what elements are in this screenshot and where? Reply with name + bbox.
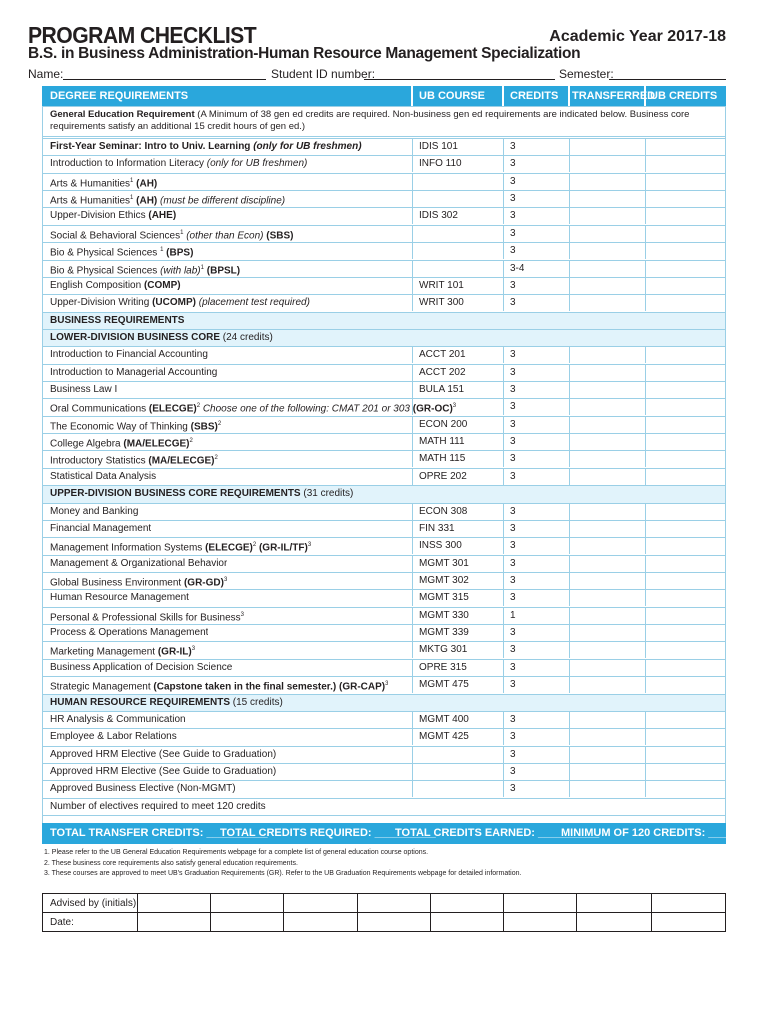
ub-course-code: ECON 200 bbox=[419, 418, 468, 430]
ub-course-code: MGMT 475 bbox=[419, 679, 469, 691]
name-label: Name: bbox=[28, 67, 64, 81]
requirement-text: Introduction to Information Literacy bbox=[50, 158, 207, 170]
requirement-name bbox=[50, 381, 117, 398]
ub-credits-cell[interactable] bbox=[647, 607, 724, 624]
requirement-name bbox=[50, 364, 217, 381]
ub-course-code: IDIS 101 bbox=[419, 141, 458, 152]
requirement-text: (AHE) bbox=[148, 210, 177, 222]
credit-value: 3 bbox=[510, 436, 516, 448]
ub-course-code: MGMT 302 bbox=[419, 575, 469, 586]
requirement-text: Choose one of the following: CMAT 201 or 303 bbox=[202, 403, 410, 415]
requirement-text: Bio & Physical Sciences bbox=[50, 247, 161, 259]
transferred-cell[interactable] bbox=[571, 624, 643, 641]
requirement-text: (only for UB freshmen) bbox=[206, 158, 308, 170]
requirement-text: Human Resource Management bbox=[50, 592, 189, 604]
transferred-cell[interactable] bbox=[571, 155, 643, 172]
requirement-text: (31 credits) bbox=[300, 488, 354, 500]
ub-credits-cell[interactable] bbox=[647, 537, 724, 554]
requirement-text: Approved HRM Elective (See Guide to Graduation) bbox=[50, 765, 277, 777]
footnotes bbox=[44, 848, 521, 880]
credit-value: 3 bbox=[510, 470, 516, 482]
requirement-name bbox=[50, 728, 177, 745]
transferred-cell[interactable] bbox=[571, 503, 643, 520]
page-title: PROGRAM CHECKLIST bbox=[28, 22, 257, 48]
footnote-2: 2. These business core requirements also satisfy general education requirements. bbox=[44, 859, 298, 867]
requirement-text: (GR-IL) bbox=[157, 646, 192, 658]
transferred-cell[interactable] bbox=[571, 346, 643, 363]
requirement-name bbox=[50, 711, 186, 728]
ub-course-code: MKTG 301 bbox=[419, 644, 468, 656]
transferred-cell[interactable] bbox=[571, 711, 643, 728]
requirement-text: (AH) bbox=[133, 178, 158, 190]
requirement-text: (24 credits) bbox=[220, 331, 273, 343]
requirement-text: (placement test required) bbox=[198, 297, 310, 309]
ub-course-code: MGMT 339 bbox=[419, 627, 469, 639]
advised-initial-cell[interactable] bbox=[138, 894, 209, 911]
gen-ed-text: (A Minimum of 38 gen ed credits are required. Non-business gen ed requirements are indicated below. Business core requirements satisfy an additional 15 credit hours of gen ed.) bbox=[50, 109, 690, 132]
transferred-cell[interactable] bbox=[571, 641, 643, 658]
ub-course-code: MGMT 301 bbox=[419, 557, 469, 569]
transferred-cell[interactable] bbox=[571, 450, 643, 467]
requirement-name bbox=[50, 173, 157, 190]
requirement-text: College Algebra bbox=[50, 438, 124, 450]
ub-course-code: MGMT 330 bbox=[419, 609, 469, 621]
total-credits-earned: TOTAL CREDITS EARNED: __________ bbox=[395, 827, 600, 839]
requirement-name bbox=[50, 277, 181, 294]
ub-credits-cell[interactable] bbox=[647, 381, 724, 398]
transferred-cell[interactable] bbox=[571, 763, 643, 780]
requirement-name bbox=[50, 294, 310, 311]
requirement-text: 3 bbox=[191, 646, 196, 653]
header-degree-requirements: DEGREE REQUIREMENTS bbox=[50, 90, 189, 102]
requirement-name bbox=[50, 346, 208, 363]
requirement-text: Oral Communications bbox=[50, 403, 149, 415]
transferred-cell[interactable] bbox=[571, 659, 643, 676]
ub-course-code: INSS 300 bbox=[419, 540, 462, 552]
requirement-text: The Economic Way of Thinking bbox=[50, 421, 191, 433]
requirement-text: (COMP) bbox=[143, 279, 181, 291]
requirement-text: (with lab) bbox=[160, 264, 201, 276]
ub-credits-cell[interactable] bbox=[647, 155, 724, 172]
credit-value: 3-4 bbox=[510, 262, 525, 274]
ub-course-code: MGMT 425 bbox=[419, 731, 469, 743]
requirement-text: 3 bbox=[307, 542, 312, 549]
requirement-text: (GR-CAP) bbox=[336, 681, 386, 693]
requirement-name bbox=[50, 589, 189, 606]
total-transfer-credits: TOTAL TRANSFER CREDITS: __________ bbox=[50, 827, 268, 839]
credit-value: 3 bbox=[510, 575, 516, 586]
ub-credits-cell[interactable] bbox=[647, 207, 724, 224]
requirement-text: 2 bbox=[252, 542, 257, 549]
requirement-text: 2 bbox=[189, 438, 193, 445]
requirement-text: First-Year Seminar: Intro to Univ. Learning bbox=[50, 141, 254, 152]
transferred-cell[interactable] bbox=[571, 364, 643, 381]
transferred-cell[interactable] bbox=[571, 381, 643, 398]
advised-initial-cell[interactable] bbox=[504, 894, 575, 911]
requirement-text: Personal & Professional Skills for Business bbox=[50, 612, 241, 624]
advised-initial-cell[interactable] bbox=[358, 894, 429, 911]
requirement-text: Employee & Labor Relations bbox=[50, 731, 177, 743]
requirement-text: Arts & Humanities bbox=[50, 195, 131, 207]
requirement-text: Statistical Data Analysis bbox=[50, 470, 157, 482]
advised-date-cell[interactable] bbox=[652, 913, 725, 930]
credit-value: 3 bbox=[510, 661, 516, 673]
requirement-text: Introductory Statistics bbox=[50, 455, 149, 467]
requirement-text: HUMAN RESOURCE REQUIREMENTS bbox=[50, 696, 231, 708]
credit-value: 3 bbox=[510, 453, 516, 465]
requirement-text: Social & Behavioral Sciences bbox=[50, 230, 181, 242]
advised-date-cell[interactable] bbox=[504, 913, 575, 930]
advised-initial-cell[interactable] bbox=[211, 894, 282, 911]
date-label: Date: bbox=[50, 917, 74, 928]
requirement-text: 3 bbox=[385, 681, 389, 688]
ub-credits-cell[interactable] bbox=[647, 624, 724, 641]
requirement-text: LOWER-DIVISION BUSINESS CORE bbox=[50, 331, 221, 343]
transferred-cell[interactable] bbox=[571, 173, 643, 190]
transferred-cell[interactable] bbox=[571, 780, 643, 797]
ub-credits-cell[interactable] bbox=[647, 416, 724, 433]
ub-course-code: ACCT 201 bbox=[419, 349, 466, 361]
ub-course-code: IDIS 302 bbox=[419, 210, 458, 222]
advised-by-label: Advised by (initials): bbox=[50, 898, 139, 909]
requirement-text: 3 bbox=[223, 577, 228, 583]
credit-value: 3 bbox=[510, 141, 516, 152]
credit-value: 3 bbox=[510, 401, 516, 413]
requirement-text: Management & Organizational Behavior bbox=[50, 557, 228, 569]
total-credits-required: TOTAL CREDITS REQUIRED: __________ bbox=[220, 827, 436, 839]
ub-credits-cell[interactable] bbox=[647, 728, 724, 745]
ub-credits-cell[interactable] bbox=[647, 780, 724, 797]
requirement-text: (SBS) bbox=[190, 421, 218, 433]
header-credits: CREDITS bbox=[510, 90, 559, 102]
credit-value: 3 bbox=[510, 765, 516, 777]
ub-credits-cell[interactable] bbox=[647, 589, 724, 606]
requirement-name bbox=[50, 537, 311, 554]
requirements-table bbox=[42, 86, 770, 844]
ub-credits-cell[interactable] bbox=[647, 763, 724, 780]
requirement-name bbox=[50, 607, 244, 624]
requirement-text: Bio & Physical Sciences bbox=[50, 264, 161, 276]
transferred-cell[interactable] bbox=[571, 537, 643, 554]
ub-credits-cell[interactable] bbox=[647, 450, 724, 467]
ub-credits-cell[interactable] bbox=[647, 260, 724, 277]
advised-date-cell[interactable] bbox=[358, 913, 429, 930]
credit-value: 3 bbox=[510, 748, 516, 760]
requirement-name bbox=[50, 433, 193, 450]
section-heading bbox=[50, 694, 283, 711]
requirement-text: 3 bbox=[240, 611, 244, 618]
requirement-text: Approved Business Elective (Non-MGMT) bbox=[50, 783, 236, 795]
advised-initial-cell[interactable] bbox=[284, 894, 356, 911]
ub-course-code: FIN 331 bbox=[419, 522, 455, 534]
requirement-text: Number of electives required to meet 120 credits bbox=[50, 800, 266, 812]
credit-value: 3 bbox=[510, 193, 516, 205]
advised-date-cell[interactable] bbox=[431, 913, 502, 930]
requirement-name bbox=[50, 155, 307, 172]
transferred-cell[interactable] bbox=[571, 207, 643, 224]
ub-credits-cell[interactable] bbox=[647, 520, 724, 537]
requirement-text: (GR-IL/TF) bbox=[256, 542, 308, 554]
requirement-name bbox=[50, 555, 227, 572]
requirement-name bbox=[50, 416, 221, 433]
transferred-cell[interactable] bbox=[571, 416, 643, 433]
requirement-text: (MA/ELECGE) bbox=[148, 455, 215, 467]
requirement-text: UPPER-DIVISION BUSINESS CORE REQUIREMENTS bbox=[50, 488, 301, 500]
requirement-name bbox=[50, 572, 227, 589]
credit-value: 3 bbox=[510, 627, 516, 639]
transferred-cell[interactable] bbox=[571, 277, 643, 294]
requirement-name bbox=[50, 398, 456, 415]
header-ub-credits: UB CREDITS bbox=[650, 90, 718, 102]
transferred-cell[interactable] bbox=[571, 398, 643, 415]
requirement-name bbox=[50, 242, 193, 259]
credit-value: 3 bbox=[510, 679, 516, 691]
requirement-text: (only for UB freshmen) bbox=[253, 141, 362, 152]
ub-credits-cell[interactable] bbox=[647, 676, 724, 693]
requirement-text: 1 bbox=[130, 195, 134, 202]
requirement-text: 1 bbox=[160, 247, 164, 254]
credit-value: 3 bbox=[510, 384, 516, 396]
ub-course-code: OPRE 315 bbox=[419, 661, 467, 673]
transferred-cell[interactable] bbox=[571, 138, 643, 155]
credit-value: 3 bbox=[510, 644, 516, 656]
ub-course-code: MGMT 400 bbox=[419, 713, 469, 725]
requirement-name bbox=[50, 798, 266, 815]
footnote-1: 1. Please refer to the UB General Education Requirements webpage for a complete list of general education course options. bbox=[44, 849, 429, 856]
requirement-text: BUSINESS REQUIREMENTS bbox=[50, 314, 185, 326]
header-transferred: TRANSFERRED bbox=[572, 90, 656, 102]
requirement-text: (must be different discipline) bbox=[160, 195, 286, 207]
semester-field[interactable] bbox=[609, 67, 726, 80]
requirement-text: 2 bbox=[196, 403, 201, 410]
requirement-text: 1 bbox=[180, 229, 184, 236]
requirement-text: 1 bbox=[130, 177, 134, 184]
ub-course-code: MATH 115 bbox=[419, 453, 466, 465]
requirement-name bbox=[50, 225, 293, 242]
ub-credits-cell[interactable] bbox=[647, 294, 724, 311]
advised-date-cell[interactable] bbox=[211, 913, 282, 930]
ub-course-code: WRIT 101 bbox=[419, 279, 464, 291]
credit-value: 3 bbox=[510, 783, 516, 795]
ub-credits-cell[interactable] bbox=[647, 242, 724, 259]
minimum-120-credits: MINIMUM OF 120 CREDITS: __________ bbox=[561, 827, 770, 839]
requirement-text: 2 bbox=[217, 420, 222, 427]
gen-ed-label: General Education Requirement bbox=[50, 109, 195, 120]
credit-value: 3 bbox=[510, 418, 516, 430]
student-info-line bbox=[28, 67, 726, 83]
requirement-name bbox=[50, 190, 285, 207]
section-heading bbox=[50, 312, 184, 329]
ub-credits-cell[interactable] bbox=[647, 346, 724, 363]
requirement-text: Money and Banking bbox=[50, 505, 139, 517]
requirement-name bbox=[50, 746, 276, 763]
requirement-text: (ELECGE) bbox=[148, 403, 197, 415]
transferred-cell[interactable] bbox=[571, 468, 643, 485]
section-heading bbox=[50, 329, 273, 346]
requirement-text: 1 bbox=[200, 264, 204, 271]
credit-value: 3 bbox=[510, 592, 516, 604]
ub-credits-cell[interactable] bbox=[647, 572, 724, 589]
requirement-text: (ELECGE) bbox=[205, 542, 253, 554]
student-id-label: Student ID number: bbox=[271, 67, 376, 81]
requirement-name bbox=[50, 780, 236, 797]
advising-border bbox=[725, 893, 726, 932]
credit-value: 3 bbox=[510, 158, 516, 170]
requirement-name bbox=[50, 676, 388, 693]
advising-border bbox=[42, 931, 726, 932]
ub-credits-cell[interactable] bbox=[647, 503, 724, 520]
requirement-text: Management Information Systems bbox=[50, 542, 206, 554]
footnote-3: 3. These courses are approved to meet UB's Graduation Requirements (GR). Refer to the UB Graduation Requirements webpage for detailed information. bbox=[44, 870, 522, 877]
transferred-cell[interactable] bbox=[571, 746, 643, 763]
advised-date-cell[interactable] bbox=[284, 913, 356, 930]
transferred-cell[interactable] bbox=[571, 676, 643, 693]
requirement-text: Process & Operations Management bbox=[50, 627, 209, 639]
requirement-text: Strategic Management bbox=[50, 681, 154, 693]
requirement-name bbox=[50, 503, 138, 520]
transferred-cell[interactable] bbox=[571, 572, 643, 589]
requirement-text: (BPSL) bbox=[203, 264, 241, 276]
ub-course-code: WRIT 300 bbox=[419, 297, 464, 309]
requirement-text: (AH) bbox=[133, 195, 161, 207]
transferred-cell[interactable] bbox=[571, 555, 643, 572]
requirement-text: Global Business Environment bbox=[50, 577, 184, 589]
requirement-text: (UCOMP) bbox=[152, 297, 196, 309]
requirement-text: 3 bbox=[452, 403, 457, 410]
requirement-text: Approved HRM Elective (See Guide to Graduation) bbox=[50, 748, 277, 760]
ub-course-code: ACCT 202 bbox=[419, 366, 466, 378]
requirement-name bbox=[50, 520, 151, 537]
advised-initial-cell[interactable] bbox=[431, 894, 502, 911]
ub-course-code: MGMT 315 bbox=[419, 592, 469, 604]
ub-credits-cell[interactable] bbox=[647, 433, 724, 450]
ub-credits-cell[interactable] bbox=[647, 364, 724, 381]
requirement-name bbox=[50, 641, 195, 658]
ub-credits-cell[interactable] bbox=[647, 746, 724, 763]
requirement-name bbox=[50, 207, 176, 224]
transferred-cell[interactable] bbox=[571, 589, 643, 606]
requirement-text: Upper-Division Writing bbox=[50, 297, 153, 309]
requirement-text: (GR-OC) bbox=[410, 403, 453, 415]
transferred-cell[interactable] bbox=[571, 607, 643, 624]
student-id-field[interactable] bbox=[364, 67, 555, 80]
requirement-text: (15 credits) bbox=[230, 696, 283, 708]
credit-value: 3 bbox=[510, 297, 516, 309]
ub-credits-cell[interactable] bbox=[647, 138, 724, 155]
ub-credits-cell[interactable] bbox=[647, 190, 724, 207]
requirement-name bbox=[50, 468, 156, 485]
advising-border bbox=[42, 893, 43, 932]
requirement-text: (BPS) bbox=[163, 247, 194, 259]
requirement-name bbox=[50, 450, 218, 467]
ub-credits-cell[interactable] bbox=[647, 641, 724, 658]
credit-value: 3 bbox=[510, 713, 516, 725]
ub-course-code: OPRE 202 bbox=[419, 470, 467, 482]
requirement-text: 2 bbox=[214, 455, 218, 462]
ub-credits-cell[interactable] bbox=[647, 277, 724, 294]
credit-value: 3 bbox=[510, 227, 516, 239]
ub-credits-cell[interactable] bbox=[647, 173, 724, 190]
requirement-text: (SBS) bbox=[263, 230, 294, 242]
ub-course-code: BULA 151 bbox=[419, 384, 465, 396]
credit-value: 3 bbox=[510, 557, 516, 569]
ub-course-code: ECON 308 bbox=[419, 505, 468, 517]
transferred-cell[interactable] bbox=[571, 728, 643, 745]
ub-course-code: MATH 111 bbox=[419, 436, 465, 448]
credit-value: 3 bbox=[510, 731, 516, 743]
credit-value: 3 bbox=[510, 245, 516, 257]
requirement-text: English Composition bbox=[50, 279, 144, 291]
section-heading bbox=[50, 485, 353, 502]
credit-value: 3 bbox=[510, 505, 516, 517]
requirement-text: Introduction to Financial Accounting bbox=[50, 349, 208, 361]
ub-credits-cell[interactable] bbox=[647, 398, 724, 415]
requirement-text: Financial Management bbox=[50, 522, 152, 534]
academic-year: Academic Year 2017-18 bbox=[549, 28, 726, 45]
ub-credits-cell[interactable] bbox=[647, 555, 724, 572]
requirement-text: (MA/ELECGE) bbox=[123, 438, 190, 450]
advised-date-cell[interactable] bbox=[577, 913, 650, 930]
transferred-cell[interactable] bbox=[571, 520, 643, 537]
credit-value: 3 bbox=[510, 366, 516, 378]
requirement-name bbox=[50, 659, 232, 676]
credit-value: 3 bbox=[510, 210, 516, 222]
requirement-text: Arts & Humanities bbox=[50, 178, 131, 190]
requirement-text: Introduction to Managerial Accounting bbox=[50, 366, 218, 378]
credit-value: 3 bbox=[510, 540, 516, 552]
transferred-cell[interactable] bbox=[571, 242, 643, 259]
header-ub-course: UB COURSE bbox=[419, 90, 486, 102]
ub-course-code: INFO 110 bbox=[419, 158, 462, 170]
credit-value: 3 bbox=[510, 349, 516, 361]
advised-initial-cell[interactable] bbox=[577, 894, 650, 911]
transferred-cell[interactable] bbox=[571, 433, 643, 450]
credit-value: 3 bbox=[510, 279, 516, 291]
requirement-text: Business Law I bbox=[50, 384, 118, 396]
requirement-name bbox=[50, 138, 362, 155]
requirement-text: (GR-GD) bbox=[183, 577, 224, 589]
credit-value: 3 bbox=[510, 175, 516, 187]
name-field[interactable] bbox=[63, 67, 266, 80]
credit-value: 1 bbox=[510, 609, 516, 621]
transferred-cell[interactable] bbox=[571, 294, 643, 311]
requirement-text: Upper-Division Ethics bbox=[50, 210, 149, 222]
transferred-cell[interactable] bbox=[571, 225, 643, 242]
requirement-name bbox=[50, 763, 276, 780]
ub-credits-cell[interactable] bbox=[647, 225, 724, 242]
semester-label: Semester: bbox=[559, 67, 614, 81]
ub-credits-cell[interactable] bbox=[647, 468, 724, 485]
advised-date-cell[interactable] bbox=[138, 913, 209, 930]
requirement-text: (other than Econ) bbox=[186, 230, 264, 242]
advising-box bbox=[42, 893, 726, 932]
credit-value: 3 bbox=[510, 522, 516, 534]
requirement-text: Marketing Management bbox=[50, 646, 158, 658]
advised-initial-cell[interactable] bbox=[652, 894, 725, 911]
requirement-text: HR Analysis & Communication bbox=[50, 713, 186, 725]
program-subtitle: B.S. in Business Administration-Human Resource Management Specialization bbox=[28, 45, 581, 62]
requirement-name bbox=[50, 260, 240, 277]
requirement-text: Business Application of Decision Science bbox=[50, 661, 233, 673]
requirement-name bbox=[50, 624, 208, 641]
transferred-cell[interactable] bbox=[571, 190, 643, 207]
ub-credits-cell[interactable] bbox=[647, 659, 724, 676]
transferred-cell[interactable] bbox=[571, 260, 643, 277]
requirement-text: (Capstone taken in the final semester.) bbox=[153, 681, 337, 693]
ub-credits-cell[interactable] bbox=[647, 711, 724, 728]
